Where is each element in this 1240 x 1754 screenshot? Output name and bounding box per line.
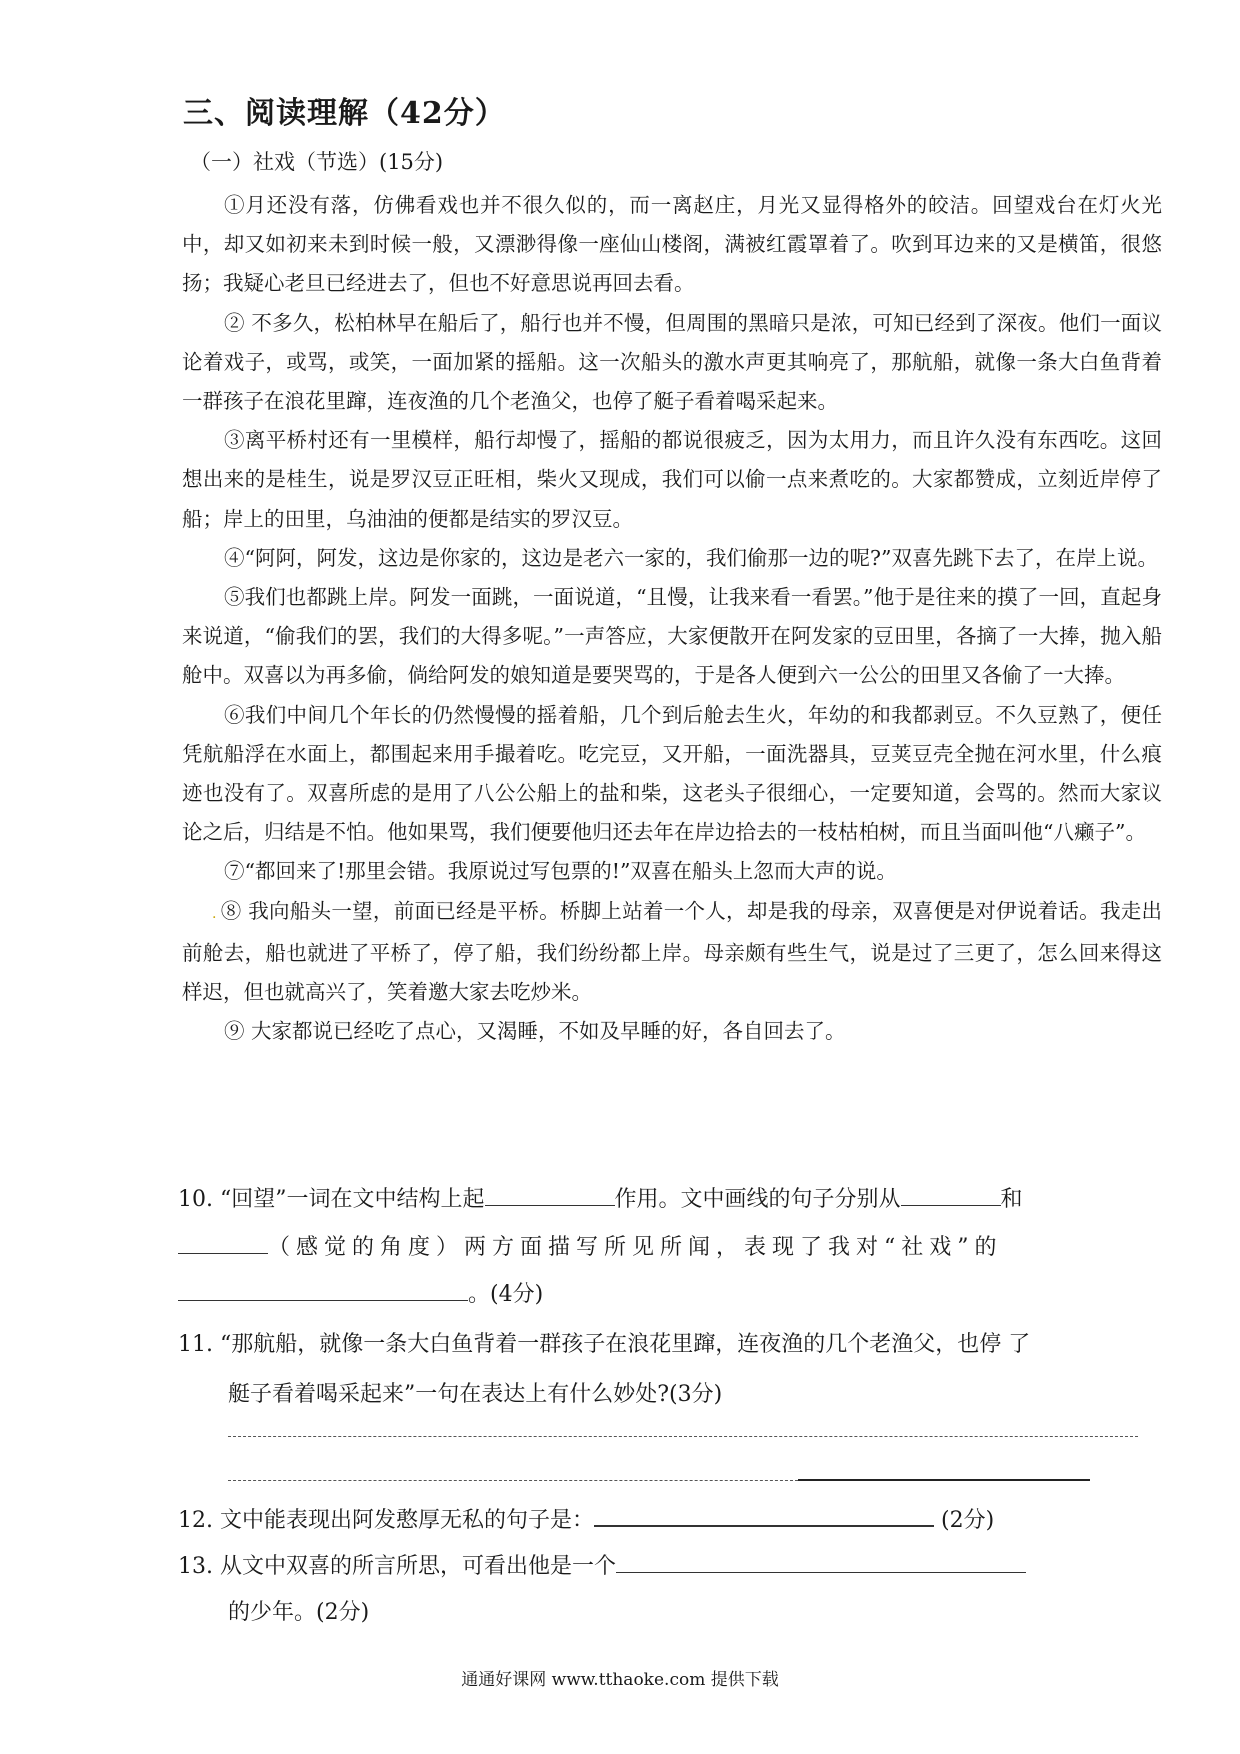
question-13-line-1 bbox=[178, 1549, 1026, 1580]
paragraph-8-text: ⑧ 我向船头一望，前面已经是平桥。桥脚上站着一个人，却是我的母亲，双喜便是对伊说着话。我走出前舱去，船也就进了平桥了，停了船，我们纷纷都上岸。母亲颇有些生气，说是过了三更了，怎么回来得这样迟，但也就高兴了，笑着邀大家去吃炒米。 bbox=[182, 898, 1162, 1005]
footer-source: 通通好课网 www.tthaoke.com 提供下载 bbox=[461, 1670, 779, 1690]
answer-blank-12[interactable] bbox=[594, 1524, 934, 1527]
answer-blank-10b[interactable] bbox=[901, 1204, 1001, 1206]
question-10-text-e: 。(4分) bbox=[468, 1282, 544, 1307]
question-10-text-c: 和 bbox=[1000, 1187, 1023, 1212]
ink-dot: . bbox=[212, 905, 217, 922]
question-10-text-b: 作用。文中画线的句子分别从 bbox=[614, 1187, 901, 1212]
answer-line-11b[interactable] bbox=[228, 1480, 798, 1481]
paragraph-3: ③离平桥村还有一里模样，船行却慢了，摇船的都说很疲乏，因为太用力，而且许久没有东西吃。这回想出来的是桂生，说是罗汉豆正旺相，柴火又现成，我们可以偷一点来煮吃的。大家都赞成，立刻近岸停了船；岸上的田里，乌油油的便都是结实的罗汉豆。 bbox=[182, 428, 1162, 531]
question-11-text: “那航船，就像一条大白鱼背着一群孩子在浪花里蹿，连夜渔的几个老渔父，也停 了 bbox=[220, 1332, 1031, 1357]
section-title: 三、阅读理解（42分） bbox=[183, 96, 506, 131]
question-12 bbox=[178, 1503, 994, 1534]
answer-line-11a[interactable] bbox=[228, 1436, 1138, 1437]
question-13-text: 从文中双喜的所言所思，可看出他是一个 bbox=[220, 1554, 617, 1579]
paragraph-9: ⑨ 大家都说已经吃了点心，又渴睡，不如及早睡的好，各自回去了。 bbox=[224, 1019, 846, 1044]
answer-blank-13[interactable] bbox=[616, 1571, 1026, 1573]
passage-body bbox=[182, 186, 1162, 1051]
answer-blank-10c[interactable] bbox=[178, 1252, 268, 1254]
answer-line-11c[interactable] bbox=[798, 1479, 1090, 1481]
question-10-line-2 bbox=[178, 1230, 1003, 1261]
question-10-text-a: “回望”一词在文中结构上起 bbox=[220, 1187, 485, 1212]
paragraph-6: ⑥我们中间几个年长的仍然慢慢的摇着船，几个到后舱去生火，年幼的和我都剥豆。不久豆熟了，便任凭航船浮在水面上，都围起来用手撮着吃。吃完豆，又开船，一面洗器具，豆荚豆壳全抛在河水里，什么痕迹也没有了。双喜所虑的是用了八公公船上的盐和柴，这老头子很细心，一定要知道，会骂的。然而大家议论之后，归结是不怕。他如果骂，我们便要他归还去年在岸边拾去的一枝枯柏树，而且当面叫他“八癞子”。 bbox=[182, 702, 1162, 845]
question-12-text: 文中能表现出阿发憨厚无私的句子是： bbox=[220, 1508, 595, 1533]
paragraph-8 bbox=[182, 892, 1162, 1013]
answer-blank-10a[interactable] bbox=[485, 1204, 615, 1206]
question-10-number: 10. bbox=[178, 1187, 213, 1212]
answer-blank-10d[interactable] bbox=[178, 1299, 468, 1301]
paragraph-4: ④“阿阿，阿发，这边是你家的，这边是老六一家的，我们偷那一边的呢?”双喜先跳下去了，在岸上说。 bbox=[224, 545, 1158, 570]
question-13-number: 13. bbox=[178, 1554, 213, 1579]
paragraph-7: ⑦“都回来了!那里会错。我原说过写包票的!”双喜在船头上忽而大声的说。 bbox=[224, 859, 897, 884]
paragraph-5: ⑤我们也都跳上岸。阿发一面跳，一面说道，“且慢，让我来看一看罢。”他于是往来的摸了一回，直起身来说道，“偷我们的罢，我们的大得多呢。”一声答应，大家便散开在阿发家的豆田里，各摘了一大捧，抛入船舱中。双喜以为再多偷，倘给阿发的娘知道是要哭骂的，于是各人便到六一公公的田里又各偷了一大捧。 bbox=[182, 585, 1162, 688]
question-12-number: 12. bbox=[178, 1508, 213, 1533]
question-11-line-2: 艇子看着喝采起来”一句在表达上有什么妙处?(3分) bbox=[228, 1382, 723, 1407]
question-10-line-3 bbox=[178, 1277, 543, 1308]
question-11-line-1 bbox=[178, 1327, 1030, 1358]
question-11-number: 11. bbox=[178, 1332, 213, 1357]
paragraph-1: ①月还没有落，仿佛看戏也并不很久似的，而一离赵庄，月光又显得格外的皎洁。回望戏台在灯火光中，却又如初来未到时候一般，又漂渺得像一座仙山楼阁，满被红霞罩着了。吹到耳边来的又是横笛，很悠扬；我疑心老旦已经进去了，但也不好意思说再回去看。 bbox=[182, 193, 1162, 296]
passage-subtitle: （一）社戏（节选）(15分) bbox=[190, 150, 444, 174]
question-10-text-d: （感觉的角度）两方面描写所见所闻，表现了我对“社戏”的 bbox=[268, 1235, 1003, 1260]
question-13-line-2: 的少年。(2分) bbox=[228, 1600, 370, 1625]
question-12-score: (2分) bbox=[941, 1508, 995, 1533]
question-10-line-1 bbox=[178, 1182, 1023, 1213]
paragraph-2: ② 不多久，松柏林早在船后了，船行也并不慢，但周围的黑暗只是浓，可知已经到了深夜。他们一面议论着戏子，或骂，或笑，一面加紧的摇船。这一次船头的激水声更其响亮了，那航船，就像一条大白鱼背着一群孩子在浪花里蹿，连夜渔的几个老渔父，也停了艇子看着喝采起来。 bbox=[182, 310, 1162, 414]
